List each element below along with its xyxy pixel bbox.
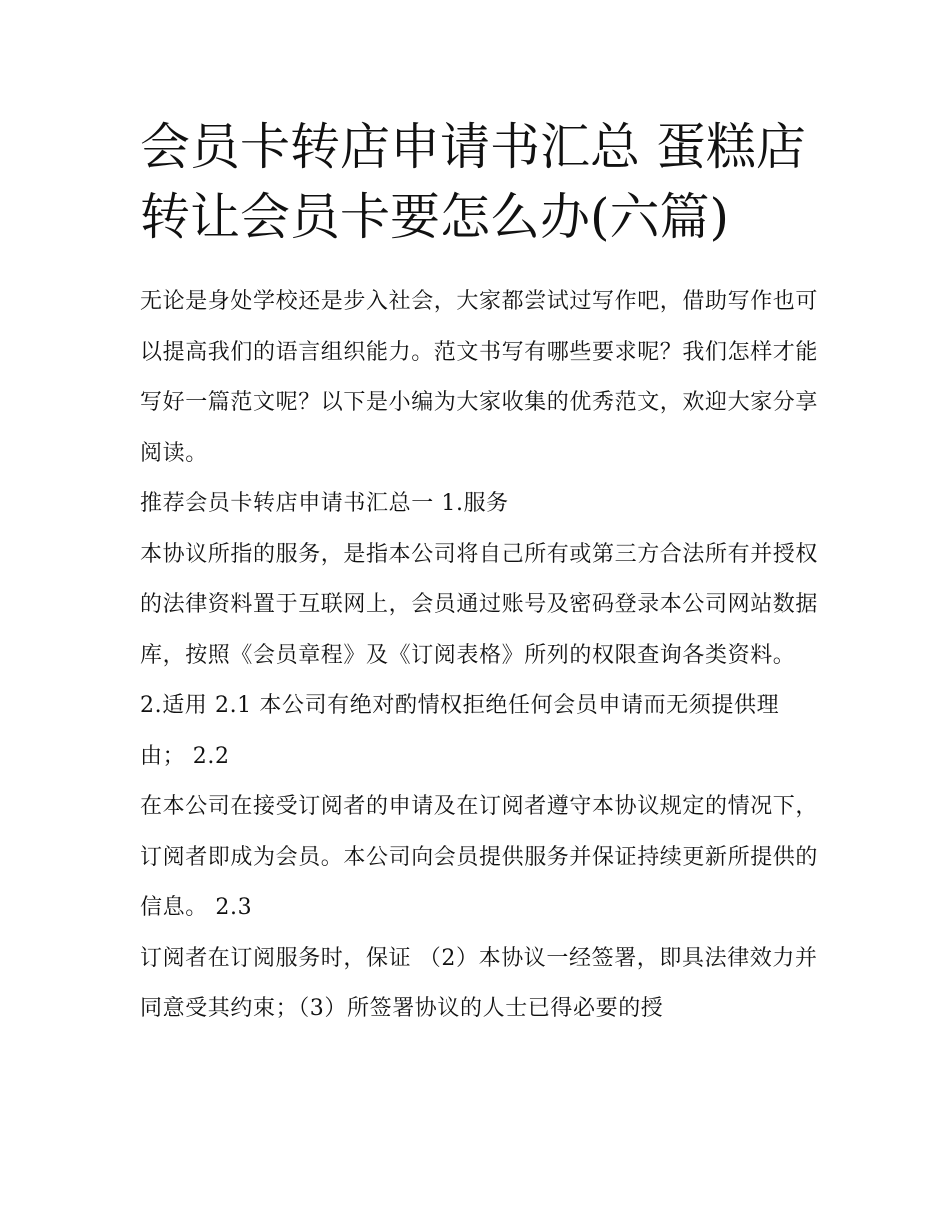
paragraph-subscriber-guarantee: 订阅者在订阅服务时，保证 （2）本协议一经签署，即具法律效力并同意受其约束；（3）所签署协议的人士已得必要的授 [140, 945, 818, 1021]
paragraph-section-heading: 推荐会员卡转店申请书汇总一 1.服务 [140, 491, 509, 516]
paragraph-applicability: 2.适用 2.1 本公司有绝对酌情权拒绝任何会员申请而无须提供理由； 2.2 [140, 693, 780, 769]
paragraph-service-definition: 本协议所指的服务，是指本公司将自己所有或第三方合法所有并授权的法律资料置于互联网上，会员通过账号及密码登录本公司网站数据库，按照《会员章程》及《订阅表格》所列的权限查询各类资料。 [140, 541, 819, 668]
document-body [140, 277, 820, 1035]
paragraph-membership: 在本公司在接受订阅者的申请及在订阅者遵守本协议规定的情况下，订阅者即成为会员。本公司向会员提供服务并保证持续更新所提供的信息。 2.3 [140, 794, 819, 920]
paragraph-intro: 无论是身处学校还是步入社会，大家都尝试过写作吧，借助写作也可以提高我们的语言组织能力。范文书写有哪些要求呢？我们怎样才能写好一篇范文呢？以下是小编为大家收集的优秀范文，欢迎大家分享阅读。 [140, 289, 819, 466]
document-title: 会员卡转店申请书汇总 蛋糕店转让会员卡要怎么办(六篇) [140, 118, 806, 246]
